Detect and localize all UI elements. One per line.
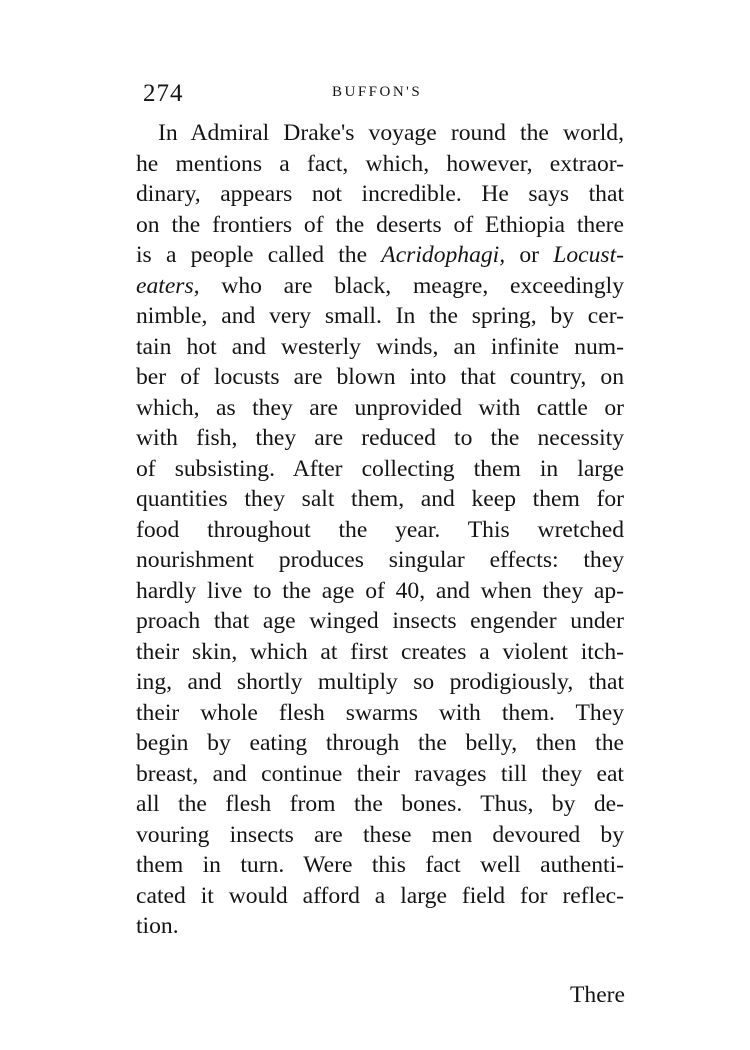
text-line: In Admiral Drake's voyage round the world, xyxy=(158,120,624,146)
text-line: proach that age winged insects engender under xyxy=(136,608,624,634)
text-line: ber of locusts are blown into that country, on xyxy=(136,364,624,390)
catchword: There xyxy=(569,982,625,1008)
italic-term-locust: Locust- xyxy=(553,242,624,268)
text-line: dinary, appears not incredible. He says that xyxy=(136,181,624,207)
italic-term-eaters: eaters, xyxy=(136,272,200,299)
text-line: ing, and shortly multiply so prodigiously, that xyxy=(136,669,624,695)
text-line: with fish, they are reduced to the necessity xyxy=(136,425,624,451)
text-run: or xyxy=(505,242,554,268)
text-line: vouring insects are these men devoured by xyxy=(136,821,624,848)
running-head: BUFFON'S xyxy=(332,84,423,100)
text-line: begin by eating through the belly, then the xyxy=(136,730,624,756)
text-line-last: tion. xyxy=(136,913,179,939)
text-line: he mentions a fact, which, however, extraor- xyxy=(136,150,624,177)
text-line: which, as they are unprovided with cattle or xyxy=(136,394,624,421)
text-line: tain hot and westerly winds, an infinite num- xyxy=(136,333,624,360)
text-line: them in turn. Were this fact well authenti- xyxy=(136,852,624,878)
text-line: quantities they salt them, and keep them for xyxy=(136,486,624,512)
text-line: their whole flesh swarms with them. They xyxy=(136,699,624,726)
text-line: their skin, which at first creates a violent itch- xyxy=(136,638,624,665)
page-header xyxy=(143,80,627,114)
italic-term-acridophagi: Acridophagi, xyxy=(381,242,506,268)
text-line: nourishment produces singular effects: they xyxy=(136,547,624,573)
body-text xyxy=(136,118,624,942)
text-line xyxy=(136,240,624,271)
text-line: breast, and continue their ravages till they eat xyxy=(136,760,624,787)
text-run: is a people called the xyxy=(136,242,382,268)
text-line: hardly live to the age of 40, and when they ap- xyxy=(136,577,624,604)
page-number: 274 xyxy=(143,80,184,107)
text-run: who are black, meagre, exceedingly xyxy=(199,272,624,299)
text-line: of subsisting. After collecting them in large xyxy=(136,455,624,482)
text-line: nimble, and very small. In the spring, by cer- xyxy=(136,303,624,329)
text-line: cated it would afford a large field for reflec- xyxy=(136,882,624,909)
text-line: food throughout the year. This wretched xyxy=(136,516,624,543)
text-line: on the frontiers of the deserts of Ethiopia there xyxy=(136,211,624,238)
text-line xyxy=(136,271,624,302)
text-line: all the flesh from the bones. Thus, by de- xyxy=(136,791,624,817)
